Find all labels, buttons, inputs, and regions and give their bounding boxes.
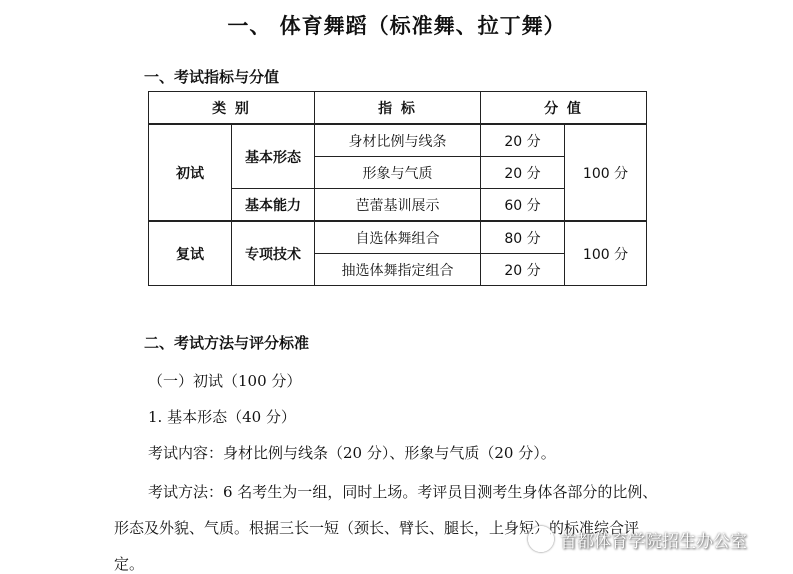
group-basic-ability: 基本能力 (232, 189, 315, 222)
score-cell: 20 分 (481, 254, 565, 286)
section-heading-methods: 二、考试方法与评分标准 (144, 334, 310, 352)
group-basic-form: 基本形态 (232, 124, 315, 189)
total-initial: 100 分 (565, 124, 647, 221)
score-cell: 80 分 (481, 221, 565, 254)
table-header-row (149, 92, 647, 125)
paragraph-method-line3: 定。 (114, 555, 145, 573)
score-cell: 20 分 (481, 157, 565, 189)
header-category: 类 别 (149, 92, 315, 125)
round-initial: 初试 (149, 124, 232, 221)
watermark (528, 524, 747, 554)
score-cell: 20 分 (481, 124, 565, 157)
round-second: 复试 (149, 221, 232, 286)
indicator-cell: 芭蕾基训展示 (315, 189, 481, 222)
table-row (149, 124, 647, 157)
section-heading-indicators: 一、考试指标与分值 (144, 68, 280, 86)
table-row (149, 221, 647, 254)
indicator-cell: 身材比例与线条 (315, 124, 481, 157)
header-indicator: 指 标 (315, 92, 481, 125)
paragraph-method-line2: 形态及外貌、气质。根据三长一短（颈长、臂长、腿长，上身短）的标准综合评 (114, 519, 640, 537)
watermark-text: 首都体育学院招生办公室 (560, 531, 747, 552)
header-score: 分 值 (481, 92, 647, 125)
wechat-icon (528, 526, 554, 552)
indicator-cell: 形象与气质 (315, 157, 481, 189)
subsection-initial: （一）初试（100 分） (148, 372, 302, 390)
indicator-cell: 抽选体舞指定组合 (315, 254, 481, 286)
paragraph-method-line1: 考试方法：6 名考生为一组，同时上场。考评员目测考生身体各部分的比例、 (148, 483, 658, 501)
total-second: 100 分 (565, 221, 647, 286)
score-table (148, 91, 647, 286)
indicator-cell: 自选体舞组合 (315, 221, 481, 254)
paragraph-content: 考试内容：身材比例与线条（20 分）、形象与气质（20 分）。 (148, 444, 556, 462)
group-special-skill: 专项技术 (232, 221, 315, 286)
page-title: 一、 体育舞蹈（标准舞、拉丁舞） (227, 13, 566, 38)
item-basic-form: 1. 基本形态（40 分） (148, 408, 296, 426)
score-cell: 60 分 (481, 189, 565, 222)
